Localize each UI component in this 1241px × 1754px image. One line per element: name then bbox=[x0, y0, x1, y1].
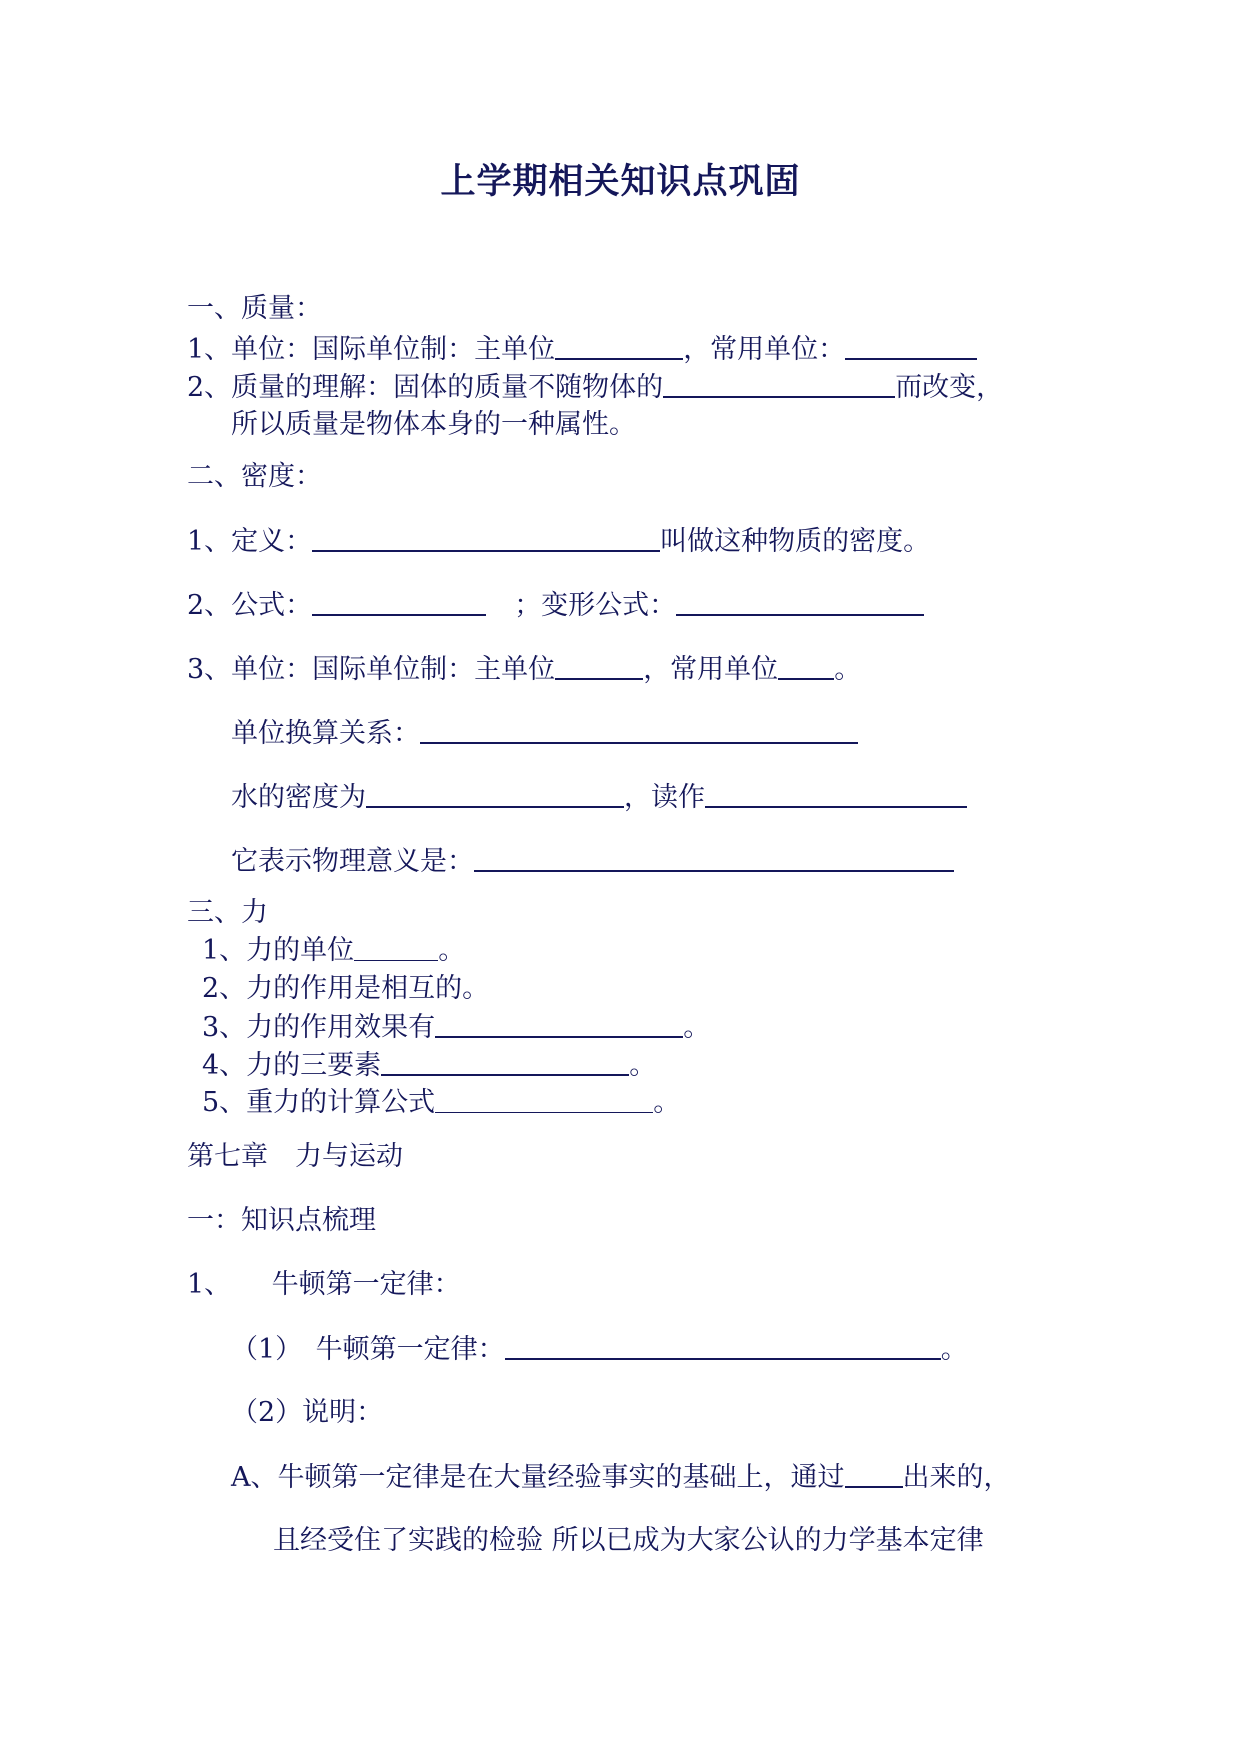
force-effect-prefix: 3、力的作用效果有 bbox=[202, 1012, 436, 1043]
mass-main-unit-blank[interactable] bbox=[555, 332, 683, 360]
force-elements-prefix: 4、力的三要素 bbox=[202, 1050, 382, 1081]
newton-law-line bbox=[231, 1332, 968, 1367]
density-def-suffix: 叫做这种物质的密度。 bbox=[660, 526, 931, 557]
force-item-1 bbox=[202, 934, 465, 968]
density-heading: 二、密度： bbox=[187, 461, 322, 492]
density-unit-mid: ，常用单位 bbox=[643, 654, 779, 685]
water-density-reading-blank[interactable] bbox=[705, 780, 967, 808]
force-effect-blank[interactable] bbox=[435, 1010, 683, 1038]
density-formula-line bbox=[187, 588, 924, 623]
density-variant-formula-blank[interactable] bbox=[676, 588, 924, 616]
mass-heading: 一、质量： bbox=[187, 293, 322, 324]
force-item-2: 2、力的作用是相互的。 bbox=[202, 973, 490, 1004]
page-title: 上学期相关知识点巩固 bbox=[440, 162, 801, 202]
force-elements-blank[interactable] bbox=[381, 1048, 629, 1076]
newton-point-heading: 1、 牛顿第一定律： bbox=[187, 1269, 461, 1300]
density-conversion-line bbox=[231, 716, 858, 751]
chapter-heading: 第七章 力与运动 bbox=[187, 1141, 403, 1172]
mass-unit-line bbox=[187, 332, 977, 367]
mass-understand-prefix: 2、质量的理解：固体的质量不随物体的 bbox=[187, 372, 664, 403]
density-unit-prefix: 3、单位：国际单位制：主单位 bbox=[187, 654, 556, 685]
newton-law-prefix: （1） 牛顿第一定律： bbox=[231, 1334, 505, 1365]
mass-unit-prefix: 1、单位：国际单位制：主单位 bbox=[187, 334, 556, 365]
density-meaning-line bbox=[231, 844, 954, 879]
newton-explain-a-line2: 且经受住了实践的检验 所以已成为大家公认的力学基本定律 bbox=[273, 1525, 984, 1556]
newton-explain-heading: （2）说明： bbox=[231, 1397, 384, 1428]
newton-law-suffix: 。 bbox=[940, 1334, 968, 1365]
gravity-formula-blank[interactable] bbox=[435, 1086, 653, 1113]
newton-explain-a bbox=[231, 1460, 1011, 1495]
density-def-prefix: 1、定义： bbox=[187, 526, 313, 557]
density-meaning-blank[interactable] bbox=[474, 844, 954, 872]
force-item-3 bbox=[202, 1010, 710, 1045]
force-effect-suffix: 。 bbox=[683, 1012, 711, 1043]
force-item-5 bbox=[202, 1086, 680, 1120]
mass-understand-suffix: 而改变， bbox=[895, 372, 1004, 403]
mass-attribute: 所以质量是物体本身的一种属性。 bbox=[231, 409, 636, 440]
gravity-formula-suffix: 。 bbox=[653, 1087, 681, 1118]
water-density-prefix: 水的密度为 bbox=[231, 782, 366, 813]
mass-unit-mid: ，常用单位： bbox=[683, 334, 846, 365]
newton-method-blank[interactable] bbox=[845, 1460, 903, 1488]
density-conversion-blank[interactable] bbox=[420, 716, 858, 744]
chapter-subheading: 一：知识点梳理 bbox=[187, 1205, 376, 1236]
density-conversion-label: 单位换算关系： bbox=[231, 718, 420, 749]
density-formula-prefix: 2、公式： bbox=[187, 590, 313, 621]
water-density-blank[interactable] bbox=[366, 780, 624, 808]
density-formula-mid: ；变形公式： bbox=[514, 590, 677, 621]
density-main-unit-blank[interactable] bbox=[555, 652, 643, 680]
water-density-line bbox=[231, 780, 967, 815]
density-common-unit-blank[interactable] bbox=[778, 652, 834, 680]
mass-common-unit-blank[interactable] bbox=[845, 332, 977, 360]
force-unit-prefix: 1、力的单位 bbox=[202, 935, 355, 966]
force-elements-suffix: 。 bbox=[629, 1050, 657, 1081]
density-unit-line bbox=[187, 652, 861, 687]
force-unit-blank[interactable] bbox=[354, 934, 438, 961]
force-heading: 三、力 bbox=[187, 897, 268, 928]
density-definition-line bbox=[187, 524, 930, 559]
mass-understand-blank[interactable] bbox=[663, 370, 895, 398]
density-definition-blank[interactable] bbox=[312, 524, 660, 552]
force-unit-suffix: 。 bbox=[438, 935, 466, 966]
newton-law-blank[interactable] bbox=[505, 1332, 941, 1360]
water-density-mid: ，读作 bbox=[624, 782, 705, 813]
gravity-formula-prefix: 5、重力的计算公式 bbox=[202, 1087, 436, 1118]
newton-a-suffix: 出来的， bbox=[902, 1462, 1011, 1493]
density-formula-blank[interactable] bbox=[312, 588, 486, 616]
mass-understand-line bbox=[187, 370, 1003, 405]
density-meaning-label: 它表示物理意义是： bbox=[231, 846, 474, 877]
newton-a-prefix: A、牛顿第一定律是在大量经验事实的基础上，通过 bbox=[231, 1462, 845, 1493]
force-item-4 bbox=[202, 1048, 656, 1083]
density-unit-suffix: 。 bbox=[834, 654, 862, 685]
